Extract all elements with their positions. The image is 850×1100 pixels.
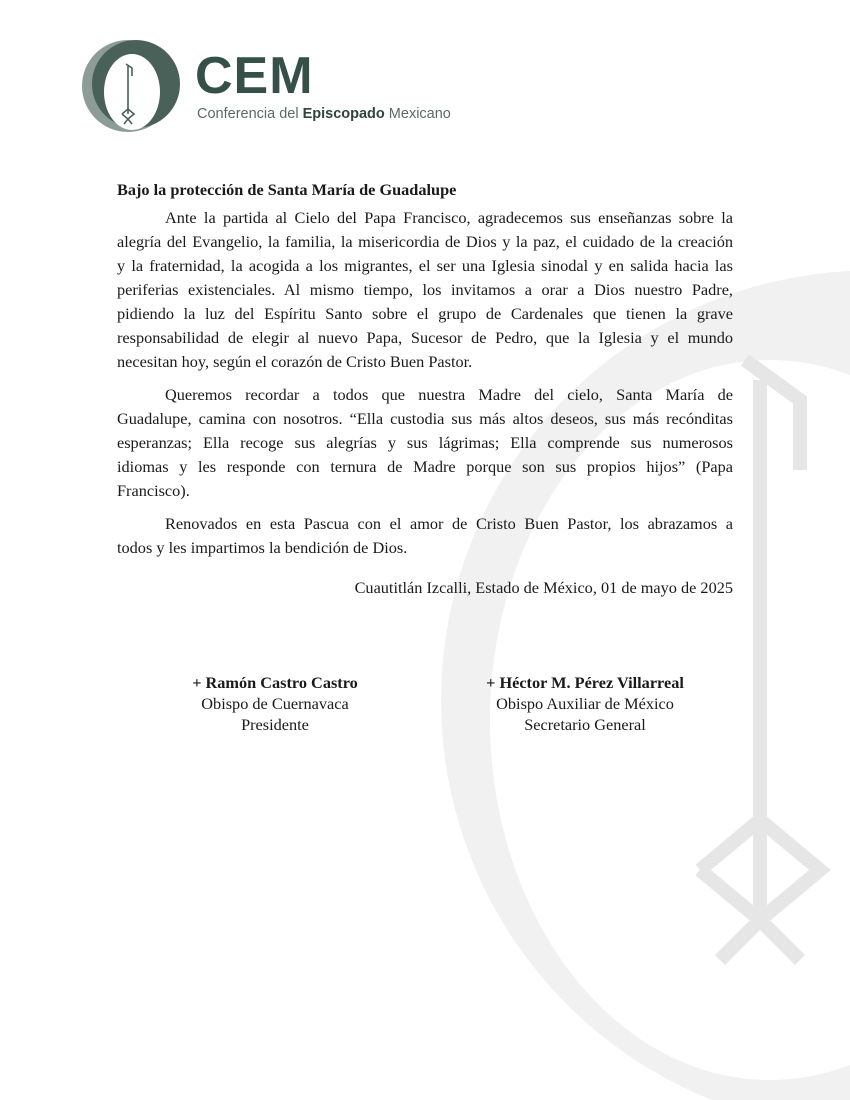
- cem-emblem-icon: [78, 36, 188, 136]
- signatory-position: Presidente: [241, 715, 309, 734]
- text-line: y la fraternidad, la acogida a los migrantes, el ser una Iglesia sinodal y en salida hacia las: [117, 256, 733, 275]
- letter-body: [117, 178, 733, 569]
- text-line: responsabilidad de elegir al nuevo Papa, Sucesor de Pedro, que la Iglesia y el mundo: [117, 328, 733, 347]
- text-line: Ante la partida al Cielo del Papa Francisco, agradecemos sus enseñanzas sobre la: [165, 208, 733, 227]
- text-line: Queremos recordar a todos que nuestra Madre del cielo, Santa María de: [165, 385, 733, 404]
- text-line: periferias existenciales. Al mismo tiempo, los invitamos a orar a Dios nuestro Padre,: [117, 280, 733, 299]
- text-line: idiomas y les responde con ternura de Madre porque son sus propios hijos” (Papa: [117, 457, 733, 476]
- logo-acronym: CEM: [195, 47, 314, 105]
- signatory-name: + Ramón Castro Castro: [192, 673, 358, 692]
- paragraph: [117, 512, 733, 560]
- text-line: Guadalupe, camina con nosotros. “Ella custodia sus más altos deseos, sus más recónditas: [117, 409, 733, 428]
- letter-title: Bajo la protección de Santa María de Guadalupe: [117, 180, 457, 199]
- text-line: alegría del Evangelio, la familia, la misericordia de Dios y la paz, el cuidado de la creación: [117, 232, 733, 251]
- signatory-role: Obispo de Cuernavaca: [201, 694, 349, 713]
- signatory-2: [455, 672, 715, 735]
- paragraph: [117, 206, 733, 374]
- text-line: Francisco).: [117, 481, 190, 500]
- signatory-1: [175, 672, 375, 735]
- signatory-position: Secretario General: [524, 715, 646, 734]
- logo-subtitle: Conferencia del Episcopado Mexicano: [197, 106, 451, 122]
- paragraph: [117, 383, 733, 503]
- signatory-role: Obispo Auxiliar de México: [496, 694, 674, 713]
- text-line: Renovados en esta Pascua con el amor de Cristo Buen Pastor, los abrazamos a: [165, 514, 733, 533]
- text-line: necesitan hoy, según el corazón de Cristo Buen Pastor.: [117, 352, 473, 371]
- text-line: esperanzas; Ella recoge sus alegrías y sus lágrimas; Ella comprende sus numerosos: [117, 433, 733, 452]
- place-date: Cuautitlán Izcalli, Estado de México, 01 de mayo de 2025: [354, 578, 733, 597]
- text-line: pidiendo la luz del Espíritu Santo sobre el grupo de Cardenales que tienen la grave: [117, 304, 733, 323]
- signatory-name: + Héctor M. Pérez Villarreal: [486, 673, 684, 692]
- text-line: todos y les impartimos la bendición de Dios.: [117, 538, 408, 557]
